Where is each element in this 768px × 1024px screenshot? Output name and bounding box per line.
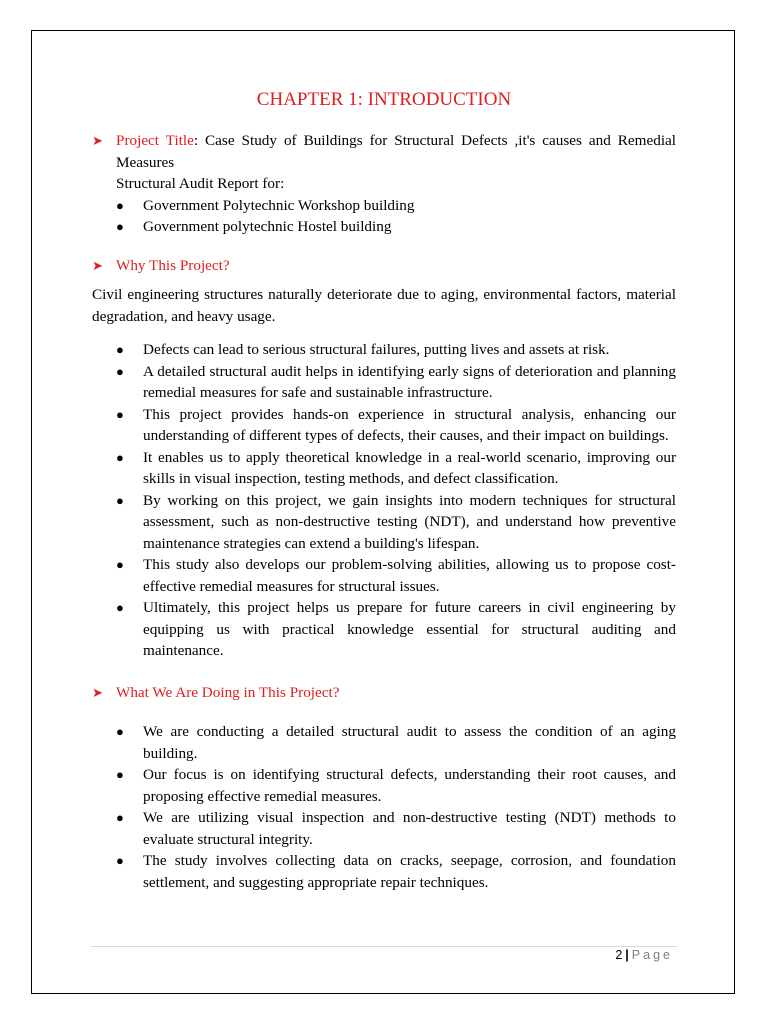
page-word: Page bbox=[631, 948, 673, 962]
bullet-dot-icon: ● bbox=[116, 449, 124, 465]
list-item: ● We are conducting a detailed structural audit to assess the condition of an aging building. bbox=[116, 723, 676, 762]
arrow-bullet-icon: ➤ bbox=[92, 133, 103, 148]
list-item: ● This study also develops our problem-solving abilities, allowing us to propose cost-effective remedial measures for structural issues. bbox=[116, 556, 676, 595]
building-list bbox=[92, 195, 676, 238]
bullet-dot-icon: ● bbox=[116, 342, 124, 357]
bullet-dot-icon: ● bbox=[116, 406, 124, 422]
project-title-section bbox=[92, 130, 676, 195]
list-item: ● The study involves collecting data on cracks, seepage, corrosion, and foundation settlement, and suggesting appropriate repair techniques. bbox=[116, 852, 676, 891]
list-item: ● Government Polytechnic Workshop building bbox=[92, 195, 676, 217]
list-item: ● A detailed structural audit helps in identifying early signs of deterioration and planning remedial measures for safe and sustainable infrastructure. bbox=[116, 362, 676, 401]
project-title-label: Project Title bbox=[116, 132, 194, 149]
list-item: ● This project provides hands-on experience in structural analysis, enhancing our understanding of different types of defects, their causes, and their impact on buildings. bbox=[116, 405, 676, 444]
bullet-dot-icon: ● bbox=[116, 853, 124, 868]
list-item: ● Our focus is on identifying structural defects, understanding their root causes, and proposing effective remedial measures. bbox=[116, 766, 676, 805]
page-footer bbox=[615, 948, 673, 962]
bullet-dot-icon: ● bbox=[116, 492, 124, 508]
doing-heading-text: What We Are Doing in This Project? bbox=[116, 683, 340, 701]
list-item: ● We are utilizing visual inspection and non-destructive testing (NDT) methods to evaluate structural integrity. bbox=[116, 809, 676, 848]
list-item: ● Ultimately, this project helps us prepare for future careers in civil engineering by equipping us with practical knowledge essential for structural auditing and maintenance. bbox=[116, 599, 676, 659]
why-intro: Civil engineering structures naturally deteriorate due to aging, environmental factors, material degradation, and heavy usage. bbox=[92, 286, 676, 325]
list-item: ● Defects can lead to serious structural failures, putting lives and assets at risk. bbox=[92, 339, 676, 361]
project-title-line bbox=[116, 130, 676, 173]
document-body bbox=[92, 88, 676, 893]
footer-divider bbox=[91, 946, 677, 947]
bullet-dot-icon: ● bbox=[116, 767, 124, 782]
why-heading-text: Why This Project? bbox=[116, 256, 230, 274]
list-item: ● By working on this project, we gain insights into modern techniques for structural assessment, such as non-destructive testing (NDT), and understand how preventive maintenance strategies can extend a building's lifespan. bbox=[116, 491, 676, 552]
page-number: 2 bbox=[615, 948, 623, 962]
arrow-bullet-icon: ➤ bbox=[92, 684, 103, 700]
bullet-dot-icon: ● bbox=[116, 810, 124, 825]
bullet-dot-icon: ● bbox=[116, 197, 124, 213]
bullet-dot-icon: ● bbox=[116, 557, 124, 572]
doing-heading bbox=[92, 682, 676, 704]
audit-intro: Structural Audit Report for: bbox=[116, 175, 285, 192]
why-points bbox=[92, 339, 676, 662]
arrow-bullet-icon: ➤ bbox=[92, 257, 103, 273]
bullet-dot-icon: ● bbox=[116, 724, 124, 739]
why-heading bbox=[92, 255, 676, 277]
bullet-dot-icon: ● bbox=[116, 219, 124, 234]
doing-points bbox=[92, 721, 676, 893]
list-item: ● It enables us to apply theoretical knowledge in a real-world scenario, improving our skills in visual inspection, testing methods, and defect classification. bbox=[116, 448, 676, 487]
bullet-dot-icon: ● bbox=[116, 363, 124, 379]
bullet-dot-icon: ● bbox=[116, 600, 124, 615]
list-item: ● Government polytechnic Hostel building bbox=[92, 216, 676, 238]
footer-separator: | bbox=[625, 948, 629, 962]
project-title-text: Case Study of Buildings for Structural Defects ,it's causes and Remedial Measures bbox=[116, 132, 676, 171]
project-title-colon: : bbox=[193, 132, 199, 149]
chapter-title: CHAPTER 1: INTRODUCTION bbox=[256, 89, 512, 110]
